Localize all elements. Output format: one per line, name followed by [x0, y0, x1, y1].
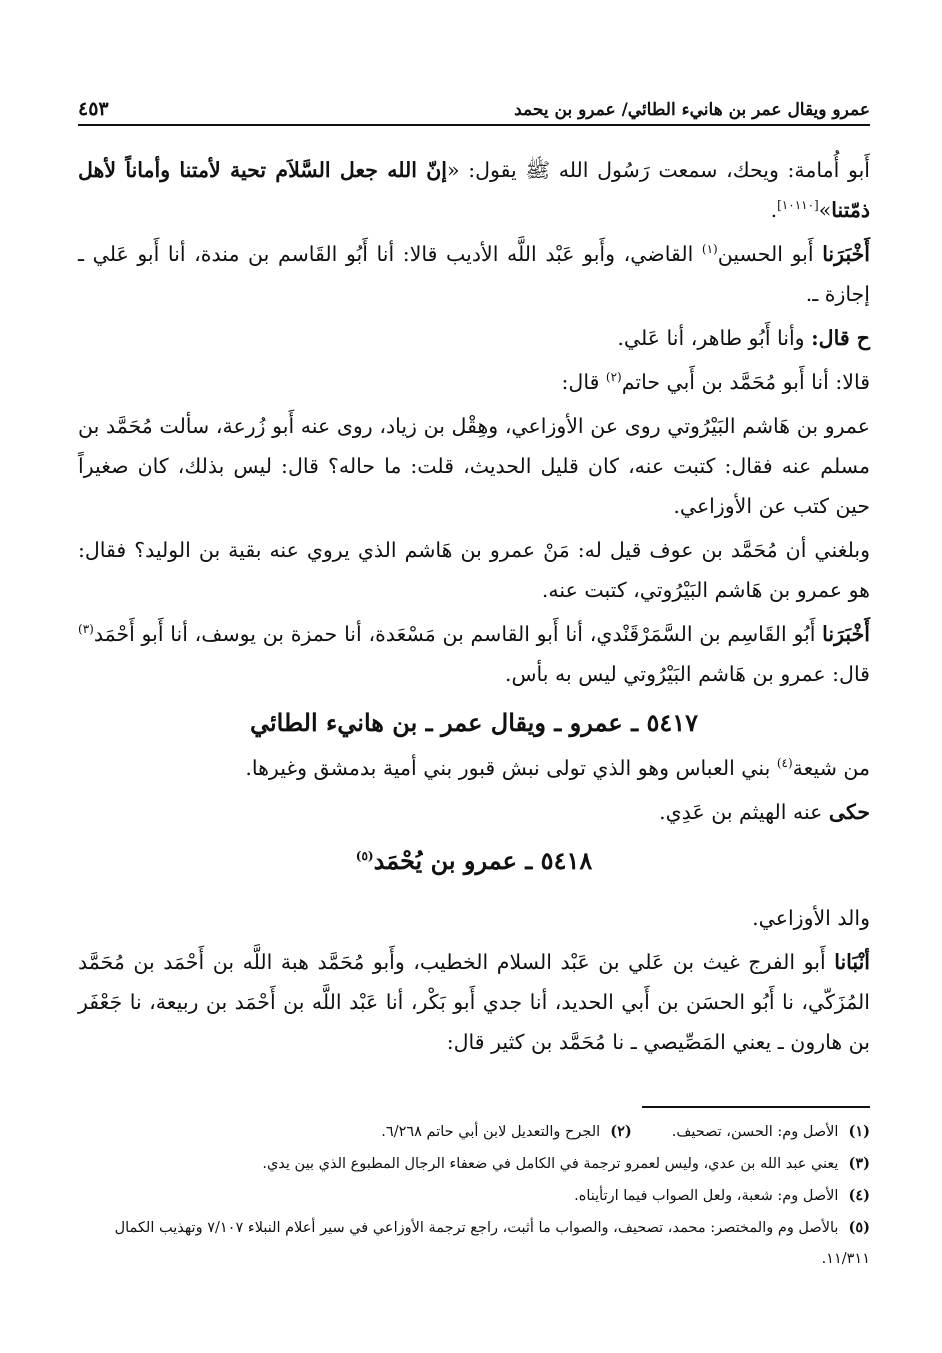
running-header [78, 86, 870, 126]
footnote-marker-4: (٤) [776, 756, 793, 771]
footnote-marker-3: (٣) [78, 622, 94, 637]
hadith-reference: [١٠١١٠] [777, 198, 819, 213]
main-text [78, 150, 870, 1066]
paragraph-11: أنْبَانا أَبو الفرج غيث بن عَلي بن عَبْد السلام الخطيب، وأَبو مُحَمَّد هبة اللَّه بن أَحْمَد بن مُحَمَّد المُزَكّي، نا أَبُو الحسَن بن أَبي الحديد، أنا جدي أَبو بَكْر، أنا عَبْد اللَّه بن أَحْمَد بن ربيعة، نا جَعْفَر بن هارون ـ يعني المَصِّيصي ـ نا مُحَمَّد بن كثير قال: [78, 950, 870, 1054]
isnad-lead: أَخْبَرَنا [822, 242, 871, 266]
footnote-2: (٢)الجرح والتعديل لابن أبي حاتم ٦/٢٦٨. [381, 1123, 632, 1140]
entry-title-5418: ٥٤١٨ ـ عمرو بن يُحْمَد$^{(٥)}$ [355, 846, 593, 875]
footnote-5: (٥)بالأصل وم والمختصر: محمد، تصحيف، والصواب ما أثبت، راجع ترجمة الأوزاعي في سير أعلام النبلاء ٧/١٠٧ وتهذيب الكمال ١١/٣١١. [114, 1219, 870, 1267]
paragraph-9: حكى عنه الهيثم بن عَدِي. [659, 800, 870, 824]
paragraph-2: أَخْبَرَنا أَبو الحسين$^{(١)}$ القاضي، وأَبو عَبْد اللَّه الأديب قالا: أنا أَبُو القَاسم بن مندة، أنا أَبو عَلي ـ إجازة ـ. [78, 242, 871, 306]
entry-title-5417: ٥٤١٧ ـ عمرو ـ ويقال عمر ـ بن هانيء الطائي [249, 708, 699, 737]
footnote-4: (٤)الأصل وم: شعبة، ولعل الصواب فيما ارتأيناه. [574, 1187, 870, 1204]
footnote-3: (٣)يعني عبد الله بن عدي، وليس لعمرو ترجمة في الكامل في ضعفاء الرجال المطبوع الذي بين يدي. [262, 1155, 870, 1172]
isnad-lead: أَخْبَرَنا [822, 622, 870, 646]
footnote-divider [642, 1106, 870, 1108]
page-number: ٤٥٣ [78, 98, 109, 120]
hadith-quote: إنّ الله جعل السَّلاَم تحية لأمتنا وأماناً لأهل ذمّتنا [78, 158, 870, 222]
paragraph-5: عمرو بن هَاشم البَيْرُوتي روى عن الأوزاعي، وهِقْل بن زياد، روى عنه أَبو زُرعة، سألت مُحَمَّد بن مسلم عنه فقال: كتبت عنه، كان قليل الحديث، قلت: ما حاله؟ قال: ليس بذلك، كان صغيراً حين كتب عن الأوزاعي. [78, 414, 870, 518]
footnote-marker-1: (١) [701, 242, 718, 257]
paragraph-3: ح قال: وأنا أَبُو طاهر، أنا عَلي. [617, 326, 870, 350]
paragraph-4: قالا: أنا أَبو مُحَمَّد بن أَبي حاتم$^{(٢)}$ قال: [561, 370, 870, 394]
isnad-lead: ح قال: [811, 326, 870, 350]
footnotes [78, 1116, 870, 1275]
footnote-marker-2: (٢) [605, 370, 622, 385]
paragraph-1: أَبو أُمامة: ويحك، سمعت رَسُول الله ﷺ يقول: «إنّ الله جعل السَّلاَم تحية لأمتنا وأماناً لأهل ذمّتنا»[١٠١١٠]. [78, 158, 870, 222]
footnote-marker-5: (٥) [355, 849, 374, 863]
paragraph-7: أَخْبَرَنا أَبُو القَاسِم بن السَّمَرْقَنْدي، أنا أَبو القاسم بن مَسْعَدة، أنا حمزة بن يوسف، أنا أَبو أَحْمَد$^{(٣)}$ قال: عمرو بن هَاشم البَيْرُوتي ليس به بأس. [78, 622, 870, 686]
isnad-lead: أنْبَانا [834, 950, 870, 974]
paragraph-6: وبلغني أن مُحَمَّد بن عوف قيل له: مَنْ عمرو بن هَاشم الذي يروي عنه بقية بن الوليد؟ فقال: هو عمرو بن هَاشم البَيْرُوتي، كتبت عنه. [78, 538, 870, 602]
footnote-1: (١)الأصل وم: الحسن، تصحيف. [671, 1123, 870, 1140]
paragraph-8: من شيعة$^{(٤)}$ بني العباس وهو الذي تولى نبش قبور بني أمية بدمشق وغيرها. [245, 756, 870, 780]
header-title: عمرو ويقال عمر بن هانيء الطائي/ عمرو بن يحمد [514, 100, 870, 120]
paragraph-10: والد الأوزاعي. [752, 906, 870, 930]
narration-lead: حكى [828, 800, 870, 824]
